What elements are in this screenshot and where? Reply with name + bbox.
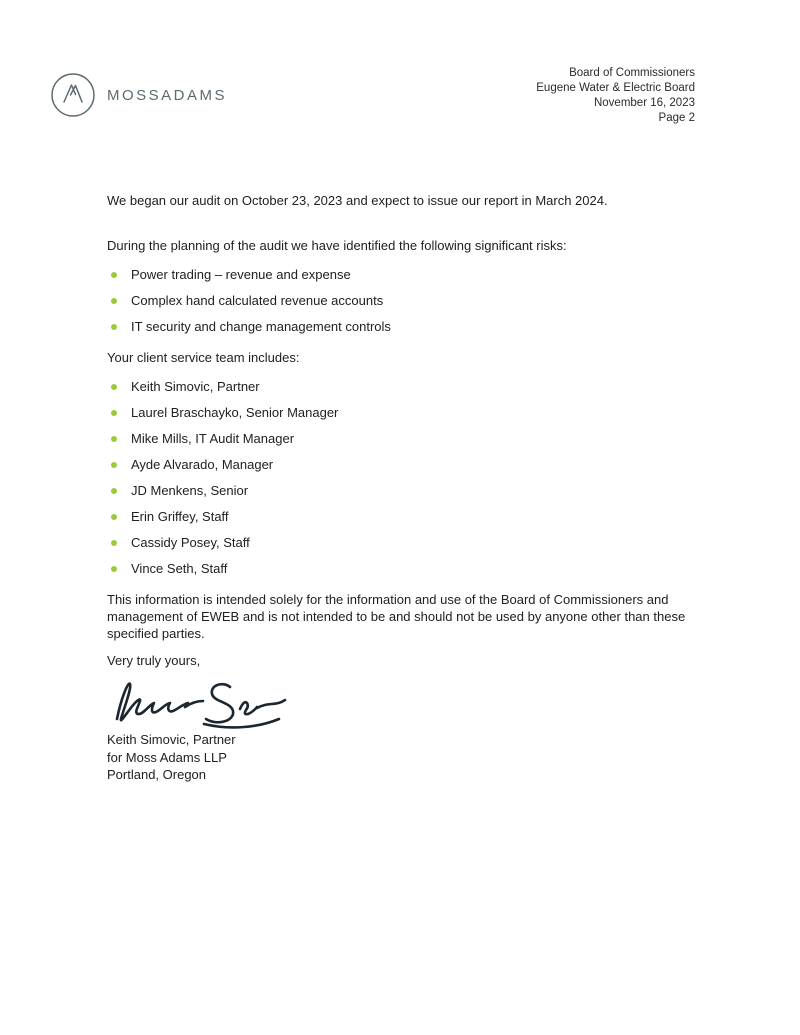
bullet-icon [111, 540, 117, 546]
page-number: Page 2 [658, 112, 695, 124]
moss-adams-logo [50, 72, 227, 118]
list-item [107, 456, 693, 473]
bullet-icon [111, 436, 117, 442]
list-item-text: Erin Griffey, Staff [131, 509, 229, 524]
recipient-block [536, 66, 695, 126]
signer-firm: for Moss Adams LLP [107, 749, 227, 765]
page-header [0, 0, 800, 126]
paragraph-risks-intro: During the planning of the audit we have identified the following significant risks: [107, 238, 567, 253]
team-list [107, 378, 693, 577]
list-item [107, 482, 693, 499]
logo-wordmark: MOSSADAMS [107, 86, 228, 104]
list-item [107, 404, 693, 421]
bullet-icon [111, 324, 117, 330]
list-item [107, 430, 693, 447]
bullet-icon [111, 566, 117, 572]
list-item [107, 318, 693, 335]
bullet-icon [111, 410, 117, 416]
list-item-text: Laurel Braschayko, Senior Manager [131, 405, 339, 420]
bullet-icon [111, 384, 117, 390]
list-item-text: Keith Simovic, Partner [131, 379, 260, 394]
list-item-text: Mike Mills, IT Audit Manager [131, 431, 295, 446]
list-item [107, 560, 693, 577]
list-item-text: JD Menkens, Senior [131, 483, 249, 498]
paragraph-audit-timeline: We began our audit on October 23, 2023 and expect to issue our report in March 2024. [107, 193, 608, 208]
bullet-icon [111, 488, 117, 494]
signer-location: Portland, Oregon [107, 767, 207, 782]
list-item-text: Cassidy Posey, Staff [131, 535, 250, 550]
list-item [107, 378, 693, 395]
signer-name: Keith Simovic, Partner [107, 732, 236, 747]
bullet-icon [111, 514, 117, 520]
bullet-icon [111, 272, 117, 278]
list-item-text: IT security and change management controls [131, 319, 391, 334]
closing-line: Very truly yours, [107, 653, 201, 668]
moss-adams-mark-icon [50, 72, 96, 118]
risks-list [107, 266, 693, 335]
signer-block [107, 731, 693, 784]
bullet-icon [111, 298, 117, 304]
paragraph-restricted-use: This information is intended solely for the information and use of the Board of Commissioners and management of EWEB and is not intended to be and should not be used by anyone other than these specified parties. [107, 592, 686, 641]
list-item-text: Complex hand calculated revenue accounts [131, 293, 384, 308]
list-item-text: Ayde Alvarado, Manager [131, 457, 274, 472]
list-item [107, 508, 693, 525]
list-item [107, 292, 693, 309]
signature-image [107, 673, 693, 731]
letter-body [107, 192, 693, 784]
list-item [107, 266, 693, 283]
paragraph-team-intro: Your client service team includes: [107, 350, 300, 365]
bullet-icon [111, 462, 117, 468]
recipient-line: Eugene Water & Electric Board [536, 82, 695, 94]
list-item [107, 534, 693, 551]
list-item-text: Vince Seth, Staff [131, 561, 228, 576]
list-item-text: Power trading – revenue and expense [131, 267, 351, 282]
recipient-line: Board of Commissioners [569, 67, 695, 79]
date-line: November 16, 2023 [593, 97, 695, 109]
